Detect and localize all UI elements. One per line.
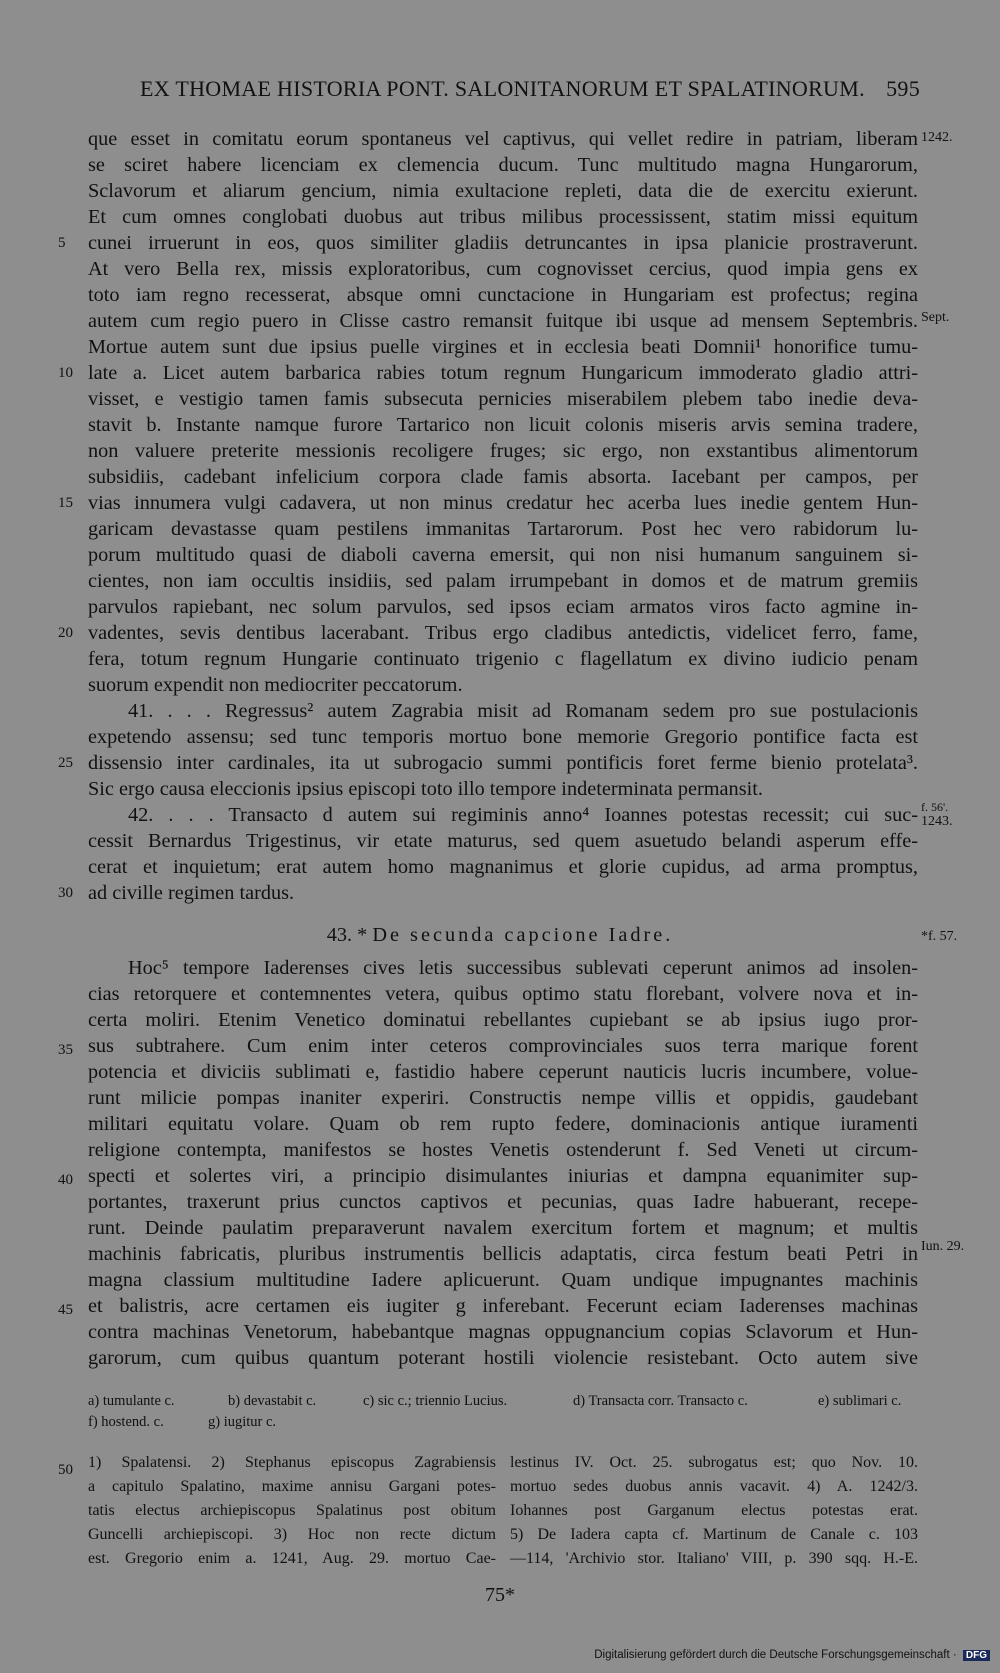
running-header: [140, 76, 920, 102]
signature-mark: 75*: [485, 1584, 515, 1606]
margin-note: Sept.: [921, 310, 950, 325]
text-line: non valuere preterite messionis recoligere fruges; sic ergo, non exstantibus alimentorum: [88, 440, 918, 462]
apparatus-note: e) sublimari c.: [818, 1393, 902, 1409]
page-number: 595: [886, 76, 920, 101]
margin-note: f. 56'.: [921, 800, 949, 814]
footer-text: Digitalisierung gefördert durch die Deutsche Forschungsgemeinschaft ·: [594, 1649, 957, 1661]
text-line: ad civille regimen tardus.: [88, 882, 295, 904]
text-line: specti et solertes viri, a principio disimulantes iniurias et dampna equanimiter sup-: [88, 1165, 918, 1187]
line-number: 40: [58, 1172, 73, 1188]
text-line: que esset in comitatu eorum spontaneus vel captivus, qui vellet redire in patriam, liberam: [88, 128, 918, 150]
line-number: 50: [58, 1462, 73, 1478]
apparatus-note: g) iugitur c.: [208, 1414, 277, 1430]
running-title: EX THOMAE HISTORIA PONT. SALONITANORUM ET SPALATINORUM.: [140, 76, 865, 101]
footnote-line: Iohannes post Garganum electus potestas erat.: [510, 1502, 918, 1519]
line-number: 5: [58, 235, 66, 251]
footnote-line: est. Gregorio enim a. 1241, Aug. 29. mortuo Cae-: [88, 1550, 496, 1567]
text-line: runt. Deinde paulatim preparaverunt navalem exercitum fortem et magnum; et multis: [88, 1217, 918, 1239]
text-line: runt milicie pompas inaniter experiri. Constructis nempe villis et oppidis, gaudebant: [88, 1087, 918, 1109]
apparatus-note: b) devastabit c.: [228, 1393, 317, 1409]
line-number: 15: [58, 495, 73, 511]
margin-note: 1242.: [921, 130, 953, 145]
text-line: subsidiis, cadebant infelicium corpora clade famis absorta. Iacebant per campos, per: [88, 466, 918, 488]
dfg-logo: DFG: [963, 1650, 990, 1661]
text-line: vadentes, sevis dentibus lacerabant. Tribus ergo cladibus antedictis, videlicet ferro, fame,: [88, 622, 918, 644]
text-line: visset, e vestigio tamen famis subsecuta pernicies miserabilem plebem tabo inedie deva-: [88, 388, 918, 410]
text-line: potencia et diviciis sublimati e, fastidio habere ceperunt nauticis lucris incumbere, volue-: [88, 1061, 918, 1083]
text-line: cunei irruerunt in eos, quos similiter gladiis detruncantes in ipsa planicie prostraverunt.: [88, 232, 918, 254]
text-line: sus subtrahere. Cum enim inter ceteros comprovinciales suos terra marique forent: [88, 1035, 918, 1057]
apparatus-line: [88, 1390, 918, 1412]
text-line: contra machinas Venetorum, habebantque magnas oppugnancium copias Sclavorum et Hun-: [88, 1321, 918, 1343]
text-line: fera, totum regnum Hungarie continuato trigenio c flagellatum ex divino iudicio penam: [88, 648, 918, 670]
text-line: 42. . . . Transacto d autem sui regiminis anno⁴ Ioannes potestas recessit; cui suc-: [128, 804, 918, 826]
text-line: expetendo assensu; sed tunc temporis mortuo bone memorie Gregorio pontifice facta est: [88, 726, 918, 748]
text-line: cerat et inquietum; erat autem homo magnanimus et glorie cupidus, ad arma promptus,: [88, 856, 918, 878]
text-line: late a. Licet autem barbarica rabies totum regnum Hungaricum immoderato gladio attri-: [88, 362, 918, 384]
text-line: Et cum omnes conglobati duobus aut tribus milibus processissent, statim missi equitum: [88, 206, 918, 228]
text-line: Hoc⁵ tempore Iaderenses cives letis successibus sublevati ceperunt animos ad insolen-: [128, 957, 918, 979]
text-line: cientes, non iam occultis insidiis, sed palam irrumpebant in domos et de matrum gremiis: [88, 570, 918, 592]
text-line: et balistris, acre certamen eis iugiter g inferebant. Fecerunt eciam Iaderenses machinas: [88, 1295, 918, 1317]
line-number: 45: [58, 1302, 73, 1318]
line-number: 30: [58, 885, 73, 901]
text-line: suorum expendit non mediocriter peccatorum.: [88, 674, 463, 696]
footnote-line: Guncelli archiepiscopi. 3) Hoc non recte dictum: [88, 1526, 496, 1543]
footnote-line: mortuo sedes duobus annis vacavit. 4) A. 1242/3.: [510, 1478, 918, 1495]
text-line: parvulos rapiebant, nec solum parvulos, sed ipsos eciam armatos viros facto agmine in-: [88, 596, 918, 618]
text-line: At vero Bella rex, missis exploratoribus, cum cognovisset cercius, quod impia gens ex: [88, 258, 918, 280]
text-line: garicam devastasse quam pestilens immanitas Tartarorum. Post hec vero rabidorum lu-: [88, 518, 918, 540]
apparatus-line: [88, 1411, 918, 1433]
chapter-title: De secunda capcione Iadre.: [372, 924, 674, 946]
chapter-number: 43. *: [326, 924, 368, 946]
line-number: 20: [58, 625, 73, 641]
margin-note: Iun. 29.: [921, 1239, 965, 1254]
text-line: militari equitatu volare. Quam ob rem rupto federe, dominacionis antique iuramenti: [88, 1113, 918, 1135]
footnote-line: 1) Spalatensi. 2) Stephanus episcopus Zagrabiensis: [88, 1454, 496, 1471]
footnote-line: tatis electus archiepiscopus Spalatinus post obitum: [88, 1502, 496, 1519]
apparatus-note: d) Transacta corr. Transacto c.: [573, 1393, 748, 1409]
text-line: cias retorquere et contemnentes vetera, quibus optimo statu florebant, volvere nova et in-: [88, 983, 918, 1005]
text-line: machinis fabricatis, pluribus instrumentis bellicis adaptatis, circa festum beati Petri in: [88, 1243, 918, 1265]
text-line: toto iam regno recesserat, absque omni cunctacione in Hungariam est profectus; regina: [88, 284, 918, 306]
margin-note: 1243.: [921, 814, 953, 829]
footnote-line: 5) De Iadera capta cf. Martinum de Canale c. 103: [510, 1526, 918, 1543]
apparatus-note: a) tumulante c.: [88, 1393, 175, 1409]
line-number: 10: [58, 365, 73, 381]
text-line: magna classium multitudine Iadere aplicuerunt. Quam undique impugnantes machinis: [88, 1269, 918, 1291]
text-line: 41. . . . Regressus² autem Zagrabia misit ad Romanam sedem pro sue postulacionis: [128, 700, 918, 722]
text-line: Sic ergo causa eleccionis ipsius episcopi toto illo tempore indeterminata permansit.: [88, 778, 763, 800]
apparatus-note: c) sic c.; triennio Lucius.: [363, 1393, 508, 1409]
text-line: dissensio inter cardinales, ita ut subrogacio summi pontificis foret ferme bienio protelata³.: [88, 752, 918, 774]
text-line: autem cum regio puero in Clisse castro remansit fuitque ibi usque ad mensem Septembris.: [88, 310, 918, 332]
apparatus-note: f) hostend. c.: [88, 1414, 164, 1430]
chapter-heading: [0, 922, 1000, 948]
text-line: garorum, cum quibus quantum poterant hostili violencie resistebant. Octo autem sive: [88, 1347, 918, 1369]
margin-note: *f. 57.: [921, 929, 958, 944]
line-number: 35: [58, 1042, 73, 1058]
text-line: cessit Bernardus Trigestinus, vir etate maturus, sed quem asuetudo belandi asperum effe-: [88, 830, 918, 852]
text-line: Mortue autem sunt due ipsius puelle virgines et in ecclesia beati Domnii¹ honorifice tumu-: [88, 336, 918, 358]
text-line: vias innumera vulgi cadavera, ut non minus credatur hec acerba lues inedie gentem Hun-: [88, 492, 918, 514]
line-number: 25: [58, 755, 73, 771]
digitization-footer: [594, 1649, 990, 1661]
text-line: stavit b. Instante namque furore Tartarico non licuit colonis miseris arvis semina tradere,: [88, 414, 918, 436]
footnote-line: a capitulo Spalatino, maxime annisu Gargani potes-: [88, 1478, 496, 1495]
text-line: religione contempta, manifestos se hostes Venetis ostenderunt f. Sed Veneti ut circum-: [88, 1139, 918, 1161]
footnote-line: lestinus IV. Oct. 25. subrogatus est; quo Nov. 10.: [510, 1454, 918, 1471]
footnote-line: —114, 'Archivio stor. Italiano' VIII, p. 390 sqq. H.-E.: [510, 1550, 918, 1567]
text-line: portantes, traxerunt prius cunctos captivos et pecunias, quas Iadre habuerant, recepe-: [88, 1191, 918, 1213]
text-line: certa moliri. Etenim Venetico dominatui rebellantes cupiebant se ab ipsius iugo pror-: [88, 1009, 918, 1031]
text-line: se sciret habere licenciam ex clemencia ducum. Tunc multitudo magna Hungarorum,: [88, 154, 918, 176]
text-line: Sclavorum et aliarum gencium, nimia exultacione repleti, data die de exercitu exierunt.: [88, 180, 918, 202]
text-line: porum multitudo quasi de diaboli caverna emersit, qui non nisi humanum sanguinem si-: [88, 544, 918, 566]
